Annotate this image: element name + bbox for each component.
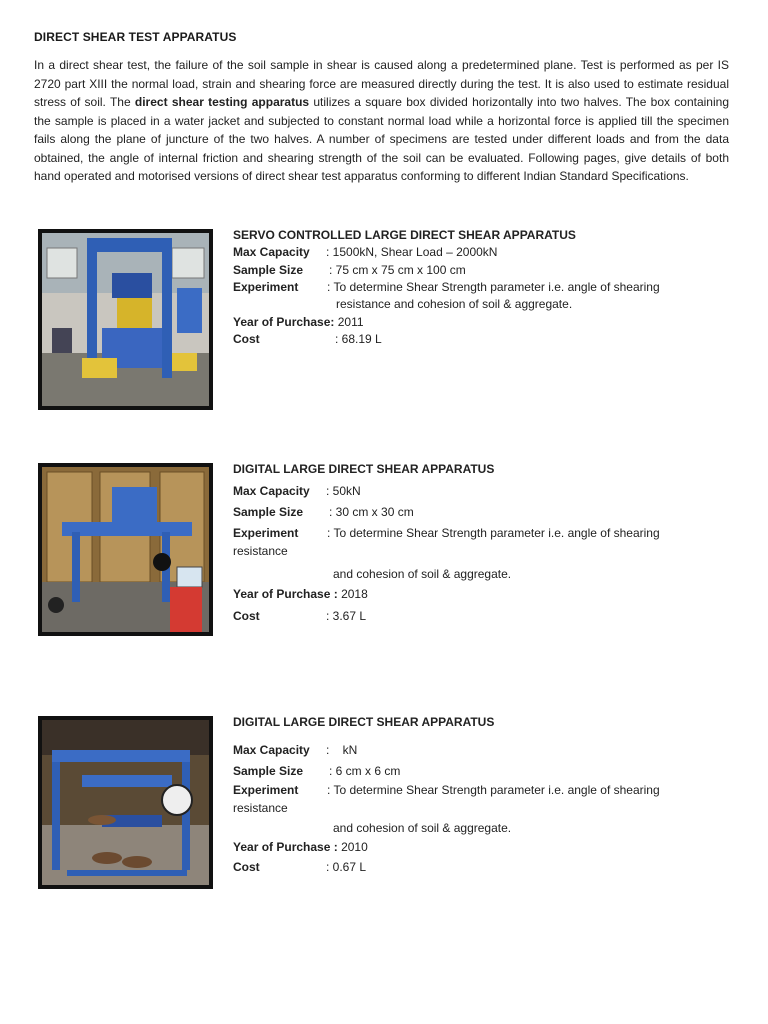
experiment-value: : To determine Shear Strength parameter i.e. angle of shearing xyxy=(327,280,660,294)
sample-size-value: : 75 cm x 75 cm x 100 cm xyxy=(329,263,466,277)
sample-size-row xyxy=(233,505,414,519)
experiment-row xyxy=(233,783,660,797)
cost-value: : 3.67 L xyxy=(326,609,367,623)
experiment-continuation: resistance and cohesion of soil & aggregate. xyxy=(336,297,573,311)
experiment-wrap: resistance xyxy=(233,544,288,558)
experiment-wrap: resistance xyxy=(233,801,288,815)
year-row xyxy=(233,840,368,854)
cost-label: Cost xyxy=(233,332,260,346)
experiment-value: : To determine Shear Strength parameter i.e. angle of shearing xyxy=(327,783,660,797)
max-capacity-label: Max Capacity xyxy=(233,245,310,259)
experiment-value: : To determine Shear Strength parameter i.e. angle of shearing xyxy=(327,526,660,540)
cost-label: Cost xyxy=(233,609,260,623)
year-value: 2018 xyxy=(341,587,368,601)
experiment-continuation: and cohesion of soil & aggregate. xyxy=(333,567,512,581)
sample-size-row xyxy=(233,764,401,778)
sample-size-value: : 6 cm x 6 cm xyxy=(329,764,401,778)
max-capacity-value: : 1500kN, Shear Load – 2000kN xyxy=(326,245,498,259)
year-row xyxy=(233,587,368,601)
cost-row xyxy=(233,332,382,346)
year-label: Year of Purchase: xyxy=(233,315,335,329)
cost-label: Cost xyxy=(233,860,260,874)
max-capacity-row xyxy=(233,245,498,259)
cost-value: : 0.67 L xyxy=(326,860,367,874)
year-row xyxy=(233,315,364,329)
servo-apparatus-photo xyxy=(38,229,213,410)
equipment-title: DIGITAL LARGE DIRECT SHEAR APPARATUS xyxy=(233,715,495,729)
year-value: 2011 xyxy=(337,315,364,329)
cost-value: : 68.19 L xyxy=(335,332,382,346)
experiment-row xyxy=(233,280,660,294)
experiment-label: Experiment xyxy=(233,783,299,797)
digital-large-shear-photo-1 xyxy=(38,463,213,636)
experiment-label: Experiment xyxy=(233,526,299,540)
max-capacity-value: : 50kN xyxy=(326,484,361,498)
digital-large-shear-photo-2 xyxy=(38,716,213,889)
sample-size-label: Sample Size xyxy=(233,505,304,519)
experiment-label: Experiment xyxy=(233,280,299,294)
equipment-entry-3 xyxy=(233,715,703,880)
experiment-row xyxy=(233,526,660,540)
experiment-continuation: and cohesion of soil & aggregate. xyxy=(333,821,512,835)
intro-bold-term: direct shear testing apparatus xyxy=(134,95,310,109)
max-capacity-row xyxy=(233,743,358,757)
year-value: 2010 xyxy=(341,840,368,854)
max-capacity-row xyxy=(233,484,361,498)
max-capacity-label: Max Capacity xyxy=(233,484,310,498)
equipment-entry-2 xyxy=(233,462,703,627)
sample-size-row xyxy=(233,263,466,277)
max-capacity-value: : kN xyxy=(326,743,358,757)
cost-row xyxy=(233,860,367,874)
equipment-title: DIGITAL LARGE DIRECT SHEAR APPARATUS xyxy=(233,462,495,476)
intro-text-2: utilizes a square box divided horizontally into two halves. The box containing the sample is placed in a water jacket and subjected to constant normal load while a horizontal force is applied till the specimen fails along the plane of juncture of the two halves. A number of specimens are tested under different loads and from the data obtained, the angle of internal friction and shearing strength of the soil can be evaluated. Following pages, give details of both hand operated and motorised versions of direct shear test apparatus conforming to different Indian Standard Specifications. xyxy=(34,95,729,183)
sample-size-label: Sample Size xyxy=(233,764,304,778)
cost-row xyxy=(233,609,367,623)
max-capacity-label: Max Capacity xyxy=(233,743,310,757)
equipment-entry-1 xyxy=(233,228,703,353)
sample-size-label: Sample Size xyxy=(233,263,304,277)
equipment-title: SERVO CONTROLLED LARGE DIRECT SHEAR APPARATUS xyxy=(233,228,576,242)
year-label: Year of Purchase : xyxy=(233,587,338,601)
sample-size-value: : 30 cm x 30 cm xyxy=(329,505,414,519)
intro-text-1: In a direct shear test, the failure of the soil sample in shear is caused along a predetermined plane. Test is performed as per IS 2720 part XIII the normal load, strain and shearing force are measured directly during the test. It is also used to estimate residual stress of soil. The xyxy=(34,58,729,109)
year-label: Year of Purchase : xyxy=(233,840,338,854)
intro-paragraph xyxy=(34,56,729,186)
page-heading: DIRECT SHEAR TEST APPARATUS xyxy=(34,30,237,44)
